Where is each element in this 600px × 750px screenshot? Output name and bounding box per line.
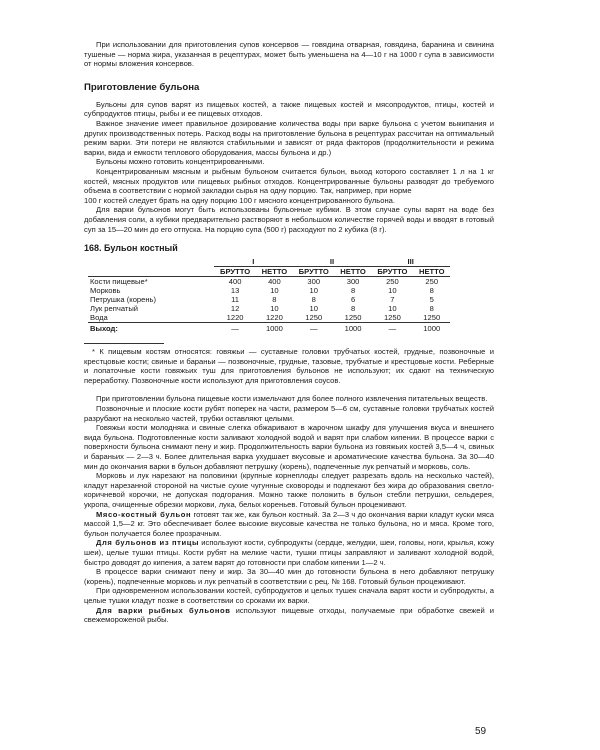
roman-header-row [88, 257, 450, 267]
cell-value: — [293, 323, 335, 334]
section-paragraph: 100 г костей следует брать на одну порцию 100 г мясного концентрированного бульона. [84, 195, 395, 205]
cell-value: 13 [230, 286, 240, 296]
cell-value: 10 [309, 286, 318, 296]
cell-value: 8 [350, 304, 356, 314]
column-group-3: III [371, 257, 450, 267]
cell-value: 1000 [335, 323, 371, 334]
recipe-title: 168. Бульон костный [84, 243, 178, 254]
table-row [88, 304, 450, 313]
cell-value: 1000 [256, 323, 292, 334]
cell-value: 8 [429, 304, 434, 314]
cell-value: — [371, 323, 413, 334]
cell-value: 300 [346, 277, 360, 287]
cell-value: 400 [268, 277, 281, 287]
cell-value: 10 [388, 304, 397, 314]
cell-value: 1250 [305, 313, 323, 323]
footnote [84, 347, 494, 385]
footnote-text: * К пищевым костям относятся: говяжьи — суставные головки трубчатых костей, грудные, позвоночные и крестцовые кости; свиные и бараньи — позвоночные, грудные, тазовые, трубчатые и крестцовые кости. Реберные и лопаточные кости говяжьих туш для приготовления бульонов не используют; их сдают на техническую переработку. Позвоночные кости используют для приготовления соусов. [84, 347, 494, 385]
cell-value: 1220 [226, 313, 244, 323]
section-paragraph: Бульоны можно готовить концентрированными. [96, 157, 265, 167]
cell-value: 1000 [413, 323, 450, 334]
poultry-label: Для бульонов из птицы [96, 538, 200, 548]
fish-label: Для варки рыбных бульонов [96, 605, 231, 615]
body-paragraph: В процессе варки снимают пену и жир. За 30—40 мин до готовности бульона в него добавляют петрушку (корень), подпеченные морковь и лук репчатый в соответствии с рец. № 168. Готовый бульон процеживают. [84, 567, 494, 586]
cell-value: 11 [231, 295, 240, 305]
cell-value: 8 [429, 286, 434, 296]
cell-value: 12 [230, 304, 240, 314]
cell-value: 1220 [265, 313, 283, 323]
cell-value: 8 [350, 286, 356, 296]
column-group-2: II [293, 257, 372, 267]
output-row [88, 323, 450, 334]
col-brutto: БРУТТО [371, 267, 413, 277]
cell-value: 8 [272, 295, 277, 305]
col-brutto: БРУТТО [214, 267, 256, 277]
ingredient-name: Вода [90, 313, 108, 323]
cell-value: 10 [309, 304, 318, 314]
meat-bone-text: готовят так же, как бульон костный. За 2—3 ч до окончания варки кладут куски мяса массой 1,5—2 кг. Это обеспечивает более высокие вкусовые качества не только бульона, но и мяса. Кроме того, бульон получается более прозрачным. [84, 509, 494, 538]
cell-value: 400 [228, 277, 242, 287]
ingredient-name: Петрушка (корень) [90, 295, 157, 305]
page-content [84, 40, 494, 625]
col-netto: НЕТТО [413, 267, 450, 277]
body-paragraph: Позвоночные и плоские кости рубят поперек на части, размером 5—6 см, суставные головки трубчатых костей разрубают на несколько частей, трубки оставляют целыми. [84, 404, 494, 423]
cell-value: 250 [425, 277, 439, 287]
section-title: Приготовление бульона [84, 81, 200, 93]
cell-value: 1250 [423, 313, 441, 323]
cell-value: 10 [388, 286, 397, 296]
cell-value: 10 [270, 286, 279, 296]
page-number: 59 [475, 726, 487, 737]
table-row [88, 313, 450, 323]
section-paragraph: Важное значение имеет правильное дозирование количества воды при варке бульона с учетом выкипания и других производственных потерь. Расход воды на приготовление бульона в рецептурах рассчитан на оптимальный режим варки. Эти потери не являются стабильными и зависят от ряда факторов (продолжительности и режима варки, вида и емкости теплового оборудования, массы бульона и др.) [84, 118, 494, 157]
recipe-table [88, 257, 450, 333]
fish-paragraph [84, 606, 494, 625]
section-paragraph: Бульоны для супов варят из пищевых костей, а также пищевых костей и мясопродуктов, птицы, костей и субпродуктов птицы, рыбы и ее пищевых отходов. [84, 99, 494, 119]
table-row [88, 295, 450, 304]
col-netto: НЕТТО [335, 267, 371, 277]
cell-value: 6 [350, 295, 356, 305]
body-paragraph: При одновременном использовании костей, субпродуктов и целых тушек сначала варят кости и субпродукты, а целые тушки кладут позже в соответствии со сроками их варки. [84, 586, 494, 605]
section-paragraph: Концентрированным мясным и рыбным бульоном считается бульон, выход которого составляет 1 л на 1 кг костей, мясных продуктов или пищевых рыбных отходов. Концентрированные бульоны разводят до требуемого объема в соответствии с нормой закладки сырья на одну порцию. Так, например, при норме [84, 166, 494, 196]
ingredient-name: Лук репчатый [90, 304, 139, 314]
col-netto: НЕТТО [256, 267, 292, 277]
cell-value: 300 [307, 277, 321, 287]
meat-bone-paragraph [84, 510, 494, 539]
col-brutto: БРУТТО [293, 267, 335, 277]
column-header-row [88, 267, 450, 277]
fish-text: используют пищевые отходы, получаемые при обработке свежей и свежемороженой рыбы. [84, 605, 494, 625]
body-paragraph: При приготовлении бульона пищевые кости измельчают для более полного извлечения питательных веществ. [96, 394, 488, 404]
cell-value: 1250 [383, 313, 401, 323]
poultry-paragraph [84, 538, 494, 567]
footnote-divider [84, 343, 164, 344]
cell-value: 250 [386, 277, 399, 287]
cell-value: 10 [270, 304, 279, 314]
column-group-1: I [214, 257, 293, 267]
cell-value: 5 [429, 295, 434, 305]
meat-bone-label: Мясо-костный бульон [96, 509, 192, 519]
cell-value: 8 [311, 295, 316, 305]
table-row [88, 286, 450, 295]
output-label: Выход: [88, 323, 214, 334]
ingredient-name: Кости пищевые* [90, 277, 148, 287]
cell-value: 7 [390, 295, 395, 305]
cell-value: — [214, 323, 256, 334]
intro-paragraph: При использовании для приготовления супов консервов — говядина отварная, говядина, баранина и свинина тушеные — норма жира, указанная в рецептурах, может быть уменьшена на 4—10 г на 1000 г супа в зависимости от нормы вложения консервов. [84, 40, 494, 69]
ingredient-name: Морковь [90, 286, 121, 296]
body-paragraph: Говяжьи кости молодняка и свиные слегка обжаривают в жарочном шкафу для улучшения вкуса и внешнего вида бульона. Подготовленные кости заливают холодной водой и варят при слабом кипении. В процессе варки с поверхности бульона снимают пену и жир. Продолжительность варки бульона из говяжьих костей 3,5—4 ч, свиных и бараньих — 2—3 ч. Более длительная варка ухудшает вкусовые и ароматические качества бульона. За 30—40 мин до окончания варки в бульон добавляют петрушку (корень), подпеченные лук репчатый и морковь, соль. [84, 423, 494, 471]
cell-value: 1250 [344, 313, 362, 323]
table-row [88, 277, 450, 287]
poultry-text: используют кости, субпродукты (сердце, желудки, шеи, головы, ноги, крылья, кожу шеи), целые тушки птицы. Кости рубят на мелкие части, тушки птицы заправляют и заливают холодной водой, быстро доводят до кипения, а затем варят до готовности при слабом кипении 1—2 ч. [84, 538, 494, 567]
section-paragraph: Для варки бульонов могут быть использованы бульонные кубики. В этом случае супы варят на воде без добавления соли, а кубики предварительно растворяют в небольшом количестве горячей воды и вводят в готовый суп за 15—20 мин до его отпуска. На порцию супа (500 г) расходуют по 2 кубика (8 г). [84, 205, 494, 234]
body-paragraph: Морковь и лук нарезают на половинки (крупные корнеплоды следует разрезать вдоль на несколько частей), кладут нарезанной стороной на чистые сухие чугунные сковороды и подпекают без жира до образования светло-коричневой корочки, не допуская подгорания. Можно также положить в бульон стебли петрушки, сельдерея, укропа, очищенные обрезки моркови, лука, белых кореньев. Готовый бульон процеживают. [84, 471, 494, 509]
